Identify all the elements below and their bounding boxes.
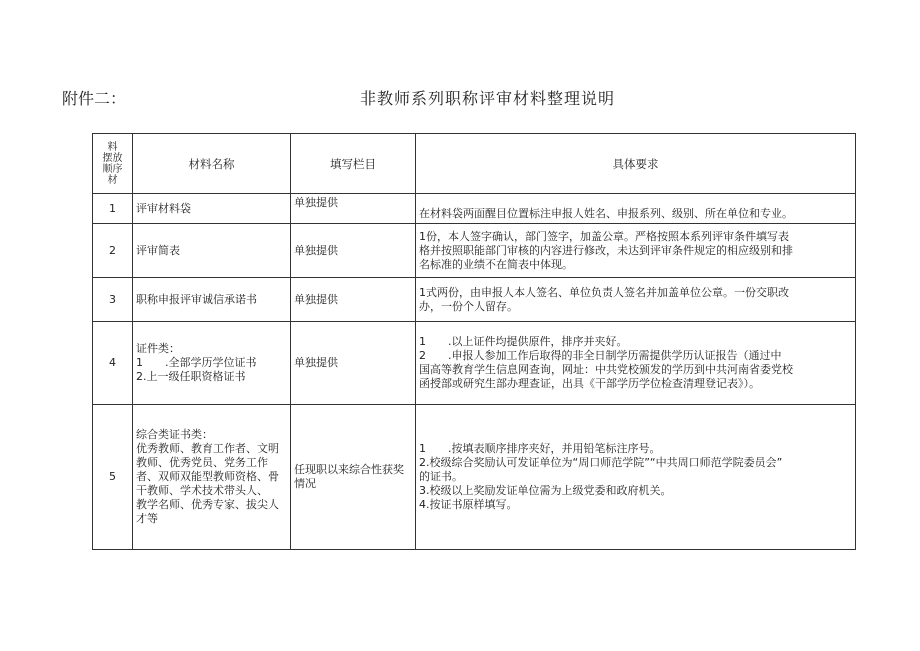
requirement-line: 国高等教育学生信息网查询，网址：中共党校颁发的学历到中共河南省委党校: [419, 363, 793, 376]
requirement-line: 名标准的业绩不在简表中体现。: [419, 257, 573, 271]
requirement-line: 1份，本人签字确认，部门签字，加盖公章。严格按照本系列评审条件填写表: [419, 229, 789, 243]
requirement-line: 4.按证书原样填写。: [419, 498, 518, 511]
material-name-line: 综合类证书类：: [136, 428, 213, 441]
header-order-line: 材: [107, 174, 118, 186]
requirement: [416, 405, 856, 550]
material-name-line: 2.上一级任职资格证书: [136, 370, 246, 383]
requirement-line: 1 .按填表顺序排序夹好，并用铅笔标注序号。: [419, 442, 661, 455]
fill-column: [291, 194, 416, 224]
material-name-line: 教师、优秀党员、党务工作: [136, 456, 268, 469]
material-name-line: 才等: [136, 512, 158, 525]
requirement-line: 的证书。: [419, 470, 463, 483]
requirement-line: 2 .申报人参加工作后取得的非全日制学历需提供学历认证报告（通过中: [419, 349, 782, 362]
material-name-line: 职称申报评审诚信承诺书: [136, 292, 257, 306]
requirement-line: 1式两份，由申报人本人签名、单位负责人签名并加盖单位公章。一份交职改: [419, 285, 789, 299]
fill-column-line: 单独提供: [294, 292, 338, 306]
table-row: [93, 194, 856, 224]
requirement-line: 函授部或研究生部办理查证，出具《干部学历学位检查清理登记表》）。: [419, 377, 760, 390]
material-name-line: 者、双师双能型教师资格、骨: [136, 470, 279, 483]
requirement-line: 格并按照职能部门审核的内容进行修改，未达到评审条件规定的相应级别和排: [419, 243, 793, 257]
row-number: 3: [93, 278, 133, 322]
requirement-line: 2.校级综合奖励认可发证单位为“周口师范学院”“中共周口师范学院委员会”: [419, 456, 783, 469]
table-row: [93, 322, 856, 405]
material-name: [133, 278, 291, 322]
annex-label: 附件二：: [62, 89, 127, 108]
fill-column-line: 情况: [294, 477, 316, 490]
row-number: 1: [93, 194, 133, 224]
table-row: [93, 278, 856, 322]
table-row: [93, 405, 856, 550]
table-row: [93, 224, 856, 278]
fill-column: [291, 322, 416, 405]
fill-column-line: 任现职以来综合性获奖: [294, 463, 404, 476]
material-name: [133, 322, 291, 405]
requirement-line: 3.校级以上奖励发证单位需为上级党委和政府机关。: [419, 484, 672, 497]
requirement-line: 办，一份个人留存。: [419, 299, 518, 313]
row-number: 4: [93, 322, 133, 405]
fill-column-line: 单独提供: [294, 196, 338, 209]
page-title: 非教师系列职称评审材料整理说明: [360, 89, 616, 108]
fill-column: [291, 224, 416, 278]
requirement: [416, 322, 856, 405]
material-name-line: 证件类：: [136, 342, 180, 355]
fill-column: [291, 405, 416, 550]
material-name-line: 干教师、学术技术带头人、: [136, 484, 268, 497]
header-order-line: 料: [107, 141, 118, 153]
row-number: 5: [93, 405, 133, 550]
header-name: 材料名称: [133, 134, 291, 194]
material-name: [133, 224, 291, 278]
header-column: 填写栏目: [291, 134, 416, 194]
material-name-line: 评审简表: [136, 243, 180, 257]
fill-column-line: 单独提供: [294, 243, 338, 257]
materials-table: [92, 133, 856, 550]
row-number: 2: [93, 224, 133, 278]
fill-column-line: 单独提供: [294, 356, 338, 369]
material-name: [133, 405, 291, 550]
header-order-line: 摆放: [102, 152, 123, 164]
requirement: [416, 224, 856, 278]
table-header-row: [93, 134, 856, 194]
requirement-line: 1 .以上证件均提供原件，排序并夹好。: [419, 335, 628, 348]
material-name: [133, 194, 291, 224]
material-name-line: 优秀教师、教育工作者、文明: [136, 442, 279, 455]
requirement: [416, 194, 856, 224]
material-name-line: 评审材料袋: [136, 201, 191, 215]
material-name-line: 1 .全部学历学位证书: [136, 356, 257, 369]
header-order-line: 顺序: [102, 163, 123, 175]
requirement-line: 在材料袋两面醒目位置标注申报人姓名、申报系列、级别、所在单位和专业。: [419, 207, 793, 220]
header-requirement: 具体要求: [416, 134, 856, 194]
material-name-line: 教学名师、优秀专家、拔尖人: [136, 498, 279, 511]
requirement: [416, 278, 856, 322]
fill-column: [291, 278, 416, 322]
header-order: [93, 134, 133, 194]
